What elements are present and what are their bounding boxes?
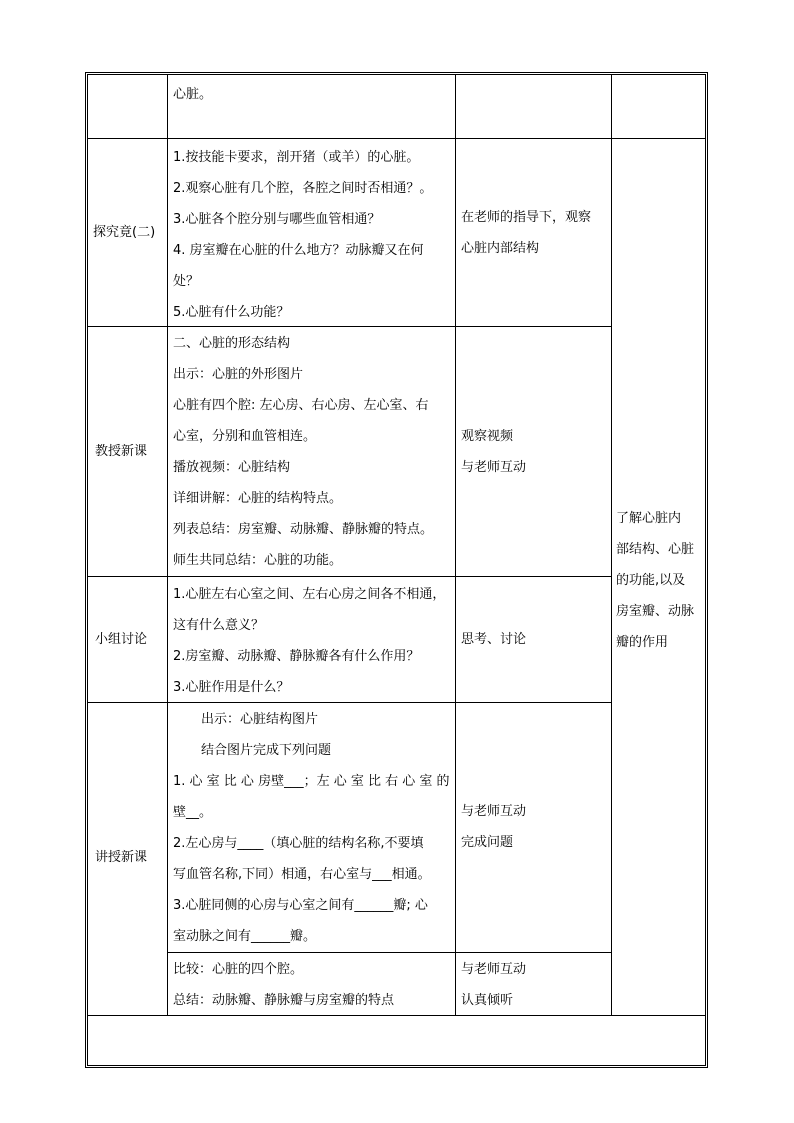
- content-line: 壁__。: [173, 805, 213, 820]
- content-line: 3.心脏各个腔分别与哪些血管相通？: [173, 212, 381, 227]
- content-line: 列表总结：房室瓣、动脉瓣、静脉瓣的特点。: [173, 522, 434, 537]
- content-line: 写血管名称,下同）相通，右心室与___相通。: [173, 867, 431, 882]
- row-divider: [167, 952, 611, 953]
- content-line: 总结：动脉瓣、静脉瓣与房室瓣的特点: [173, 993, 395, 1008]
- content-line: 这有什么意义？: [173, 618, 265, 633]
- student-cell-explore: [461, 202, 607, 264]
- student-line: 完成问题: [461, 835, 514, 850]
- column-divider: [611, 75, 612, 1015]
- student-line: 在老师的指导下，观察: [461, 210, 592, 225]
- section-label-lecture: 讲授新课: [95, 850, 148, 865]
- row-divider: [87, 138, 706, 139]
- content-line: 1.心脏左右心室之间、左右心房之间各不相通，: [173, 587, 446, 602]
- learning-goal-cell: [616, 503, 700, 658]
- student-line: 认真倾听: [461, 993, 514, 1008]
- content-cell-discuss: [173, 579, 451, 703]
- column-divider: [455, 75, 456, 1015]
- content-cell-lecture: [173, 704, 451, 952]
- student-cell-compare: [461, 954, 607, 1016]
- content-line: 出示：心脏的外形图片: [173, 367, 304, 382]
- content-line: 心室，分别和血管相连。: [173, 429, 317, 444]
- content-line: 4. 房室瓣在心脏的什么地方？动脉瓣又在何: [173, 243, 424, 258]
- content-line: 2.观察心脏有几个腔，各腔之间时否相通？。: [173, 181, 433, 196]
- content-line: 比较：心脏的四个腔。: [173, 962, 304, 977]
- content-line: 5.心脏有什么功能？: [173, 305, 290, 320]
- section-label-explore: 探究竟(二): [93, 225, 156, 240]
- content-line: 心脏。: [173, 87, 213, 102]
- content-line: 播放视频：心脏结构: [173, 460, 291, 475]
- row-divider: [87, 576, 611, 577]
- student-line: 与老师互动: [461, 460, 527, 475]
- goal-line: 瓣的作用: [616, 635, 669, 650]
- content-line: 详细讲解：心脏的结构特点。: [173, 491, 343, 506]
- content-line: 师生共同总结：心脏的功能。: [173, 553, 343, 568]
- content-line: 心脏有四个腔: 左心房、右心房、左心室、右: [173, 398, 429, 413]
- content-cell-top: [173, 79, 451, 110]
- content-line: 出示：心脏结构图片: [201, 712, 319, 727]
- student-line: 观察视频: [461, 429, 514, 444]
- student-cell-teach: [461, 421, 607, 483]
- section-label-discuss: 小组讨论: [95, 632, 148, 647]
- content-line: 1.按技能卡要求，剖开猪（或羊）的心脏。: [173, 150, 420, 165]
- content-line: 2.左心房与____（填心脏的结构名称,不要填: [173, 836, 424, 851]
- student-line: 思考、讨论: [461, 632, 527, 647]
- goal-line: 的功能,以及: [616, 573, 686, 588]
- content-line: 处？: [173, 274, 200, 289]
- student-cell-lecture: [461, 796, 607, 858]
- content-line: 3.心脏同侧的心房与心室之间有______瓣; 心: [173, 898, 428, 913]
- content-line: 1. 心 室 比 心 房壁___；左 心 室 比 右 心 室 的: [173, 774, 450, 789]
- section-label-teach: 教授新课: [95, 444, 148, 459]
- student-cell-discuss: [461, 624, 607, 655]
- column-divider: [167, 75, 168, 1015]
- goal-line: 房室瓣、动脉: [616, 604, 695, 619]
- student-line: 心脏内部结构: [461, 241, 540, 256]
- content-line: 2.房室瓣、动脉瓣、静脉瓣各有什么作用？: [173, 649, 420, 664]
- content-cell-compare: [173, 954, 451, 1016]
- student-line: 与老师互动: [461, 962, 527, 977]
- content-line: 室动脉之间有______瓣。: [173, 929, 317, 944]
- goal-line: 部结构、心脏: [616, 542, 695, 557]
- student-line: 与老师互动: [461, 804, 527, 819]
- content-line: 二、心脏的形态结构: [173, 336, 291, 351]
- content-line: 结合图片完成下列问题: [201, 743, 332, 758]
- goal-line: 了解心脏内: [616, 511, 682, 526]
- content-cell-teach: [173, 328, 451, 576]
- content-cell-explore: [173, 142, 451, 328]
- content-line: 3.心脏作用是什么？: [173, 680, 290, 695]
